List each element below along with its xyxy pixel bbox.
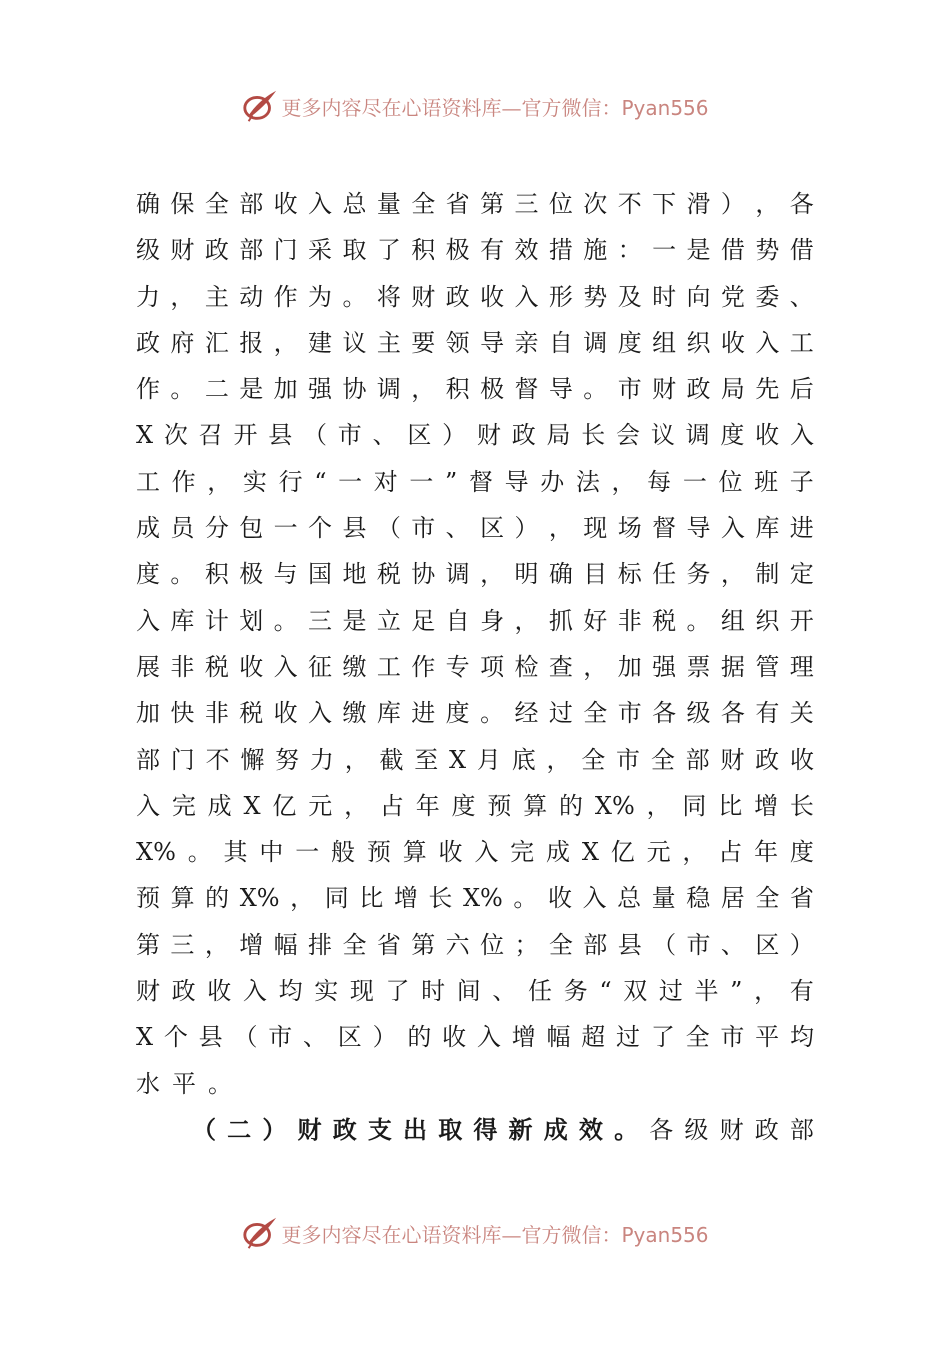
body-line: 入 完 成 X 亿 元 ， 占 年 度 预 算 的 X% ， 同 比 增 长 xyxy=(136,791,814,820)
body-line: X 个 县 （ 市 、 区 ） 的 收 入 增 幅 超 过 了 全 市 平 均 xyxy=(136,1023,814,1052)
body-line: 成 员 分 包 一 个 县 （ 市 、 区 ） ， 现 场 督 导 入 库 进 xyxy=(136,514,814,543)
body-line: 度 。 积 极 与 国 地 税 协 调 ， 明 确 目 标 任 务 ， 制 定 xyxy=(136,560,814,589)
body-line: 展 非 税 收 入 征 缴 工 作 专 项 检 查 ， 加 强 票 据 管 理 xyxy=(136,652,814,681)
body-line: 政 府 汇 报 ， 建 议 主 要 领 导 亲 自 调 度 组 织 收 入 工 xyxy=(136,328,814,357)
body-line: 作 。 二 是 加 强 协 调 ， 积 极 督 导 。 市 财 政 局 先 后 xyxy=(136,375,814,404)
body-line: X% 。 其 中 一 般 预 算 收 入 完 成 X 亿 元 ， 占 年 度 xyxy=(136,838,814,867)
body-line: 加 快 非 税 收 入 缴 库 进 度 。 经 过 全 市 各 级 各 有 关 xyxy=(136,699,814,728)
body-line: 工 作 ， 实 行 “ 一 对 一 ” 督 导 办 法 ， 每 一 位 班 子 xyxy=(136,467,814,496)
body-line: 确 保 全 部 收 入 总 量 全 省 第 三 位 次 不 下 滑 ） ， 各 xyxy=(136,190,814,218)
body-line: 第 三 ， 增 幅 排 全 省 第 六 位 ； 全 部 县 （ 市 、 区 ） xyxy=(136,930,814,959)
header-banner-text xyxy=(281,92,708,121)
body-line: 财 政 收 入 均 实 现 了 时 间 、 任 务 “ 双 过 半 ” ， 有 xyxy=(136,977,814,1006)
header-banner-cn: 更多内容尽在心语资料库—官方微信： xyxy=(281,95,622,120)
footer-banner-text xyxy=(281,1219,708,1248)
section-heading-line: （ 二 ） 财 政 支 出 取 得 新 成 效 。 各 级 财 政 部 xyxy=(192,1114,814,1144)
header-banner-wechat-id: Pyan556 xyxy=(621,95,709,120)
quill-logo-icon xyxy=(241,1214,279,1252)
body-line: 部 门 不 懈 努 力 ， 截 至 X 月 底 ， 全 市 全 部 财 政 收 xyxy=(136,745,814,774)
footer-banner-cn: 更多内容尽在心语资料库—官方微信： xyxy=(281,1222,622,1247)
document-body xyxy=(136,181,814,1153)
footer-banner xyxy=(0,1211,950,1255)
body-line: 力 ， 主 动 作 为 。 将 财 政 收 入 形 势 及 时 向 党 委 、 xyxy=(136,282,814,311)
body-line: 级 财 政 部 门 采 取 了 积 极 有 效 措 施 ： 一 是 借 势 借 xyxy=(136,236,814,265)
body-line: X 次 召 开 县 （ 市 、 区 ） 财 政 局 长 会 议 调 度 收 入 xyxy=(136,421,814,450)
quill-logo-icon xyxy=(241,87,279,125)
body-line: 水 平 。 xyxy=(136,1069,232,1098)
header-banner xyxy=(0,84,950,128)
body-line: 预 算 的 X% ， 同 比 增 长 X% 。 收 入 总 量 稳 居 全 省 xyxy=(136,884,814,913)
footer-banner-wechat-id: Pyan556 xyxy=(621,1222,709,1247)
body-line: 入 库 计 划 。 三 是 立 足 自 身 ， 抓 好 非 税 。 组 织 开 xyxy=(136,606,814,635)
